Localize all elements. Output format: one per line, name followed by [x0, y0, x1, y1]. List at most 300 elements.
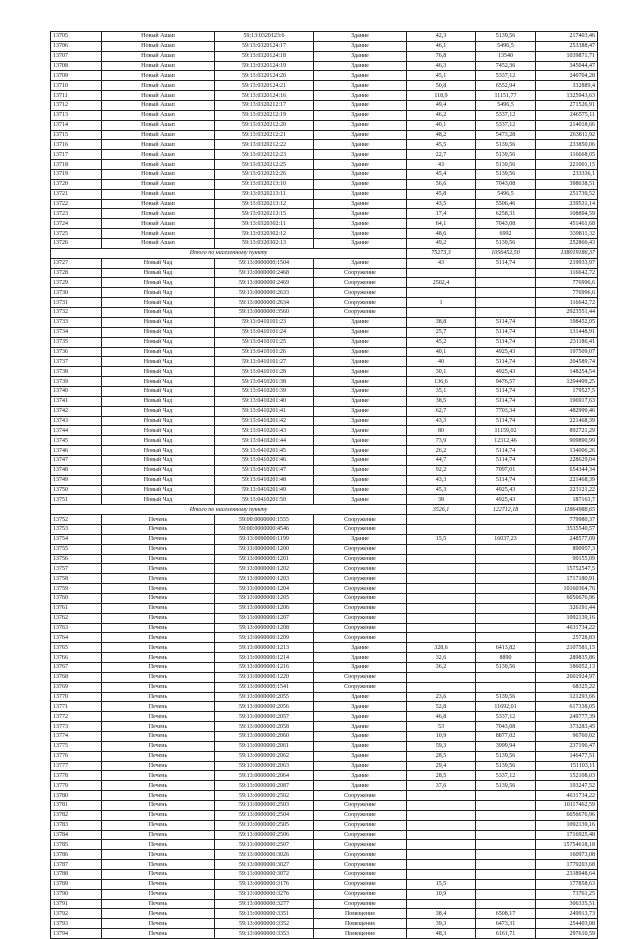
- cadastral-number: 59:13:0000000:1207: [215, 613, 314, 623]
- object-area: [407, 899, 476, 909]
- object-type: Здание: [314, 771, 407, 781]
- cadastral-value: 197509,07: [536, 347, 598, 357]
- table-row: [51, 209, 598, 219]
- cadastral-number: 59:13:0000000:1213: [215, 643, 314, 653]
- cadastral-number: 59:13:0000000:2505: [215, 820, 314, 830]
- cadastral-value: 289835,86: [536, 653, 598, 663]
- row-number: 13722: [51, 199, 102, 209]
- subtotal-area: 75273,3: [407, 248, 476, 258]
- object-type: Здание: [314, 653, 407, 663]
- table-row: [51, 603, 598, 613]
- object-type: Сооружение: [314, 308, 407, 318]
- object-area: 48,6: [407, 229, 476, 239]
- object-area: 43,3: [407, 416, 476, 426]
- settlement-name: Печень: [102, 771, 215, 781]
- object-area: 136,6: [407, 377, 476, 387]
- settlement-name: Печень: [102, 712, 215, 722]
- object-area: 10,9: [407, 889, 476, 899]
- unit-value: [476, 603, 536, 613]
- unit-value: 5496,5: [476, 101, 536, 111]
- table-row: [51, 327, 598, 337]
- settlement-name: Новый Ашап: [102, 51, 215, 61]
- unit-value: 16037,23: [476, 534, 536, 544]
- row-number: 13733: [51, 317, 102, 327]
- settlement-name: Печень: [102, 534, 215, 544]
- unit-value: 4925,43: [476, 485, 536, 495]
- object-type: Сооружение: [314, 524, 407, 534]
- settlement-name: Новый Ашап: [102, 120, 215, 130]
- settlement-name: Новый Чад: [102, 288, 215, 298]
- object-type: Здание: [314, 229, 407, 239]
- unit-value: 5139,56: [476, 239, 536, 249]
- object-area: [407, 672, 476, 682]
- unit-value: 5114,74: [476, 396, 536, 406]
- object-area: [407, 820, 476, 830]
- table-row: [51, 386, 598, 396]
- cadastral-number: 59:13:0320124:20: [215, 71, 314, 81]
- cadastral-value: 3535540,57: [536, 524, 598, 534]
- cadastral-number: 59:13:0000000:2634: [215, 298, 314, 308]
- table-row: [51, 91, 598, 101]
- settlement-name: Новый Чад: [102, 317, 215, 327]
- cadastral-value: 6056676,96: [536, 810, 598, 820]
- unit-value: [476, 889, 536, 899]
- cadastral-value: 116642,72: [536, 298, 598, 308]
- row-number: 13755: [51, 544, 102, 554]
- row-number: 13756: [51, 554, 102, 564]
- cadastral-value: 890957,3: [536, 544, 598, 554]
- object-area: 45,5: [407, 140, 476, 150]
- object-area: [407, 613, 476, 623]
- object-area: 118,9: [407, 91, 476, 101]
- settlement-name: Новый Ашап: [102, 189, 215, 199]
- object-area: 37,6: [407, 781, 476, 791]
- table-row: [51, 899, 598, 909]
- object-type: Сооружение: [314, 810, 407, 820]
- row-number: 13758: [51, 574, 102, 584]
- cadastral-number: 59:13:0410201:40: [215, 396, 314, 406]
- object-type: Сооружение: [314, 633, 407, 643]
- table-row: [51, 140, 598, 150]
- unit-value: [476, 564, 536, 574]
- cadastral-number: 59:13:0320124:21: [215, 81, 314, 91]
- unit-value: [476, 879, 536, 889]
- row-number: 13785: [51, 840, 102, 850]
- row-number: 13714: [51, 120, 102, 130]
- unit-value: [476, 870, 536, 880]
- cadastral-number: 59:13:0000000:2507: [215, 840, 314, 850]
- row-number: 13773: [51, 722, 102, 732]
- table-row: [51, 722, 598, 732]
- cadastral-number: 59:13:0000000:3176: [215, 879, 314, 889]
- settlement-name: Новый Чад: [102, 396, 215, 406]
- cadastral-value: 219933,97: [536, 258, 598, 268]
- unit-value: [476, 860, 536, 870]
- object-area: 35,1: [407, 386, 476, 396]
- table-row: [51, 308, 598, 318]
- object-type: Здание: [314, 140, 407, 150]
- object-type: Сооружение: [314, 278, 407, 288]
- object-area: 29,4: [407, 761, 476, 771]
- table-row: [51, 643, 598, 653]
- object-type: Сооружение: [314, 564, 407, 574]
- settlement-name: Печень: [102, 692, 215, 702]
- object-type: Помещение: [314, 909, 407, 919]
- settlement-name: Печень: [102, 840, 215, 850]
- row-number: 13789: [51, 879, 102, 889]
- object-area: [407, 810, 476, 820]
- row-number: 13762: [51, 613, 102, 623]
- object-area: [407, 554, 476, 564]
- cadastral-value: 4631734,22: [536, 791, 598, 801]
- cadastral-number: 59:13:0410201:45: [215, 446, 314, 456]
- object-type: Сооружение: [314, 879, 407, 889]
- cadastral-number: 59:13:0320212:21: [215, 130, 314, 140]
- cadastral-value: 15752547,5: [536, 564, 598, 574]
- unit-value: 5139,56: [476, 160, 536, 170]
- settlement-name: Печень: [102, 623, 215, 633]
- row-number: 13777: [51, 761, 102, 771]
- unit-value: [476, 613, 536, 623]
- row-number: 13772: [51, 712, 102, 722]
- settlement-name: Печень: [102, 791, 215, 801]
- table-row: [51, 653, 598, 663]
- cadastral-number: 59:13:0410101:23: [215, 317, 314, 327]
- object-type: Сооружение: [314, 889, 407, 899]
- settlement-name: Новый Чад: [102, 406, 215, 416]
- row-number: 13783: [51, 820, 102, 830]
- object-area: 10,9: [407, 732, 476, 742]
- cadastral-value: 134006,26: [536, 446, 598, 456]
- cadastral-value: 217403,46: [536, 32, 598, 42]
- table-row: [51, 663, 598, 673]
- object-type: Здание: [314, 209, 407, 219]
- object-area: 32,6: [407, 653, 476, 663]
- row-number: 13771: [51, 702, 102, 712]
- cadastral-value: 332889,4: [536, 81, 598, 91]
- table-row: [51, 909, 598, 919]
- object-area: 2502,4: [407, 278, 476, 288]
- table-row: [51, 377, 598, 387]
- unit-value: 5496,5: [476, 41, 536, 51]
- table-row: [51, 593, 598, 603]
- row-number: 13723: [51, 209, 102, 219]
- row-number: 13734: [51, 327, 102, 337]
- cadastral-number: 59:13:0000000:1205: [215, 593, 314, 603]
- table-row: [51, 179, 598, 189]
- object-type: Здание: [314, 396, 407, 406]
- settlement-name: Печень: [102, 702, 215, 712]
- unit-value: [476, 268, 536, 278]
- unit-value: [476, 515, 536, 525]
- cadastral-value: 228629,04: [536, 455, 598, 465]
- cadastral-value: 177858,63: [536, 879, 598, 889]
- cadastral-value: 151103,11: [536, 761, 598, 771]
- cadastral-value: 131448,91: [536, 327, 598, 337]
- row-number: 13731: [51, 298, 102, 308]
- cadastral-number: 59:13:0320302:13: [215, 239, 314, 249]
- unit-value: [476, 801, 536, 811]
- object-area: [407, 801, 476, 811]
- settlement-name: Новый Ашап: [102, 140, 215, 150]
- object-type: Сооружение: [314, 298, 407, 308]
- object-type: Здание: [314, 692, 407, 702]
- object-area: 25,7: [407, 327, 476, 337]
- cadastral-value: 1039871,71: [536, 51, 598, 61]
- cadastral-number: 59:13:0320302:12: [215, 229, 314, 239]
- table-row: [51, 870, 598, 880]
- unit-value: [476, 554, 536, 564]
- object-type: Здание: [314, 51, 407, 61]
- object-area: 52,8: [407, 702, 476, 712]
- table-row: [51, 633, 598, 643]
- settlement-name: Печень: [102, 919, 215, 929]
- row-number: 13717: [51, 150, 102, 160]
- unit-value: 5139,56: [476, 761, 536, 771]
- row-number: 13709: [51, 71, 102, 81]
- unit-value: 6258,31: [476, 209, 536, 219]
- unit-value: 5114,74: [476, 317, 536, 327]
- cadastral-value: 297610,59: [536, 929, 598, 939]
- cadastral-number: 59:13:0000000:1214: [215, 653, 314, 663]
- object-area: 45,4: [407, 170, 476, 180]
- cadastral-number: 59:13:0320212:25: [215, 160, 314, 170]
- cadastral-value: 68325,22: [536, 682, 598, 692]
- row-number: 13724: [51, 219, 102, 229]
- object-area: [407, 593, 476, 603]
- table-row: [51, 534, 598, 544]
- row-number: 13775: [51, 741, 102, 751]
- row-number: 13720: [51, 179, 102, 189]
- cadastral-value: 1779203,68: [536, 860, 598, 870]
- object-type: Сооружение: [314, 820, 407, 830]
- cadastral-number: 59:13:0410101:27: [215, 357, 314, 367]
- cadastral-value: 1294499,25: [536, 377, 598, 387]
- object-type: Здание: [314, 61, 407, 71]
- unit-value: 5114,74: [476, 446, 536, 456]
- cadastral-value: 2601924,97: [536, 672, 598, 682]
- settlement-name: Печень: [102, 613, 215, 623]
- settlement-name: Новый Ашап: [102, 150, 215, 160]
- cadastral-number: 59:13:0410201:48: [215, 475, 314, 485]
- settlement-name: Печень: [102, 820, 215, 830]
- object-type: Помещение: [314, 919, 407, 929]
- object-area: 15,5: [407, 879, 476, 889]
- cadastral-value: 482999,46: [536, 406, 598, 416]
- cadastral-number: 59:13:0410201:42: [215, 416, 314, 426]
- unit-value: [476, 298, 536, 308]
- cadastral-value: 198452,05: [536, 317, 598, 327]
- object-type: Здание: [314, 71, 407, 81]
- table-row: [51, 337, 598, 347]
- settlement-name: Новый Чад: [102, 455, 215, 465]
- cadastral-value: 179527,5: [536, 386, 598, 396]
- cadastral-number: 59:13:0320124:18: [215, 51, 314, 61]
- subtotal-price: 1056452,50: [476, 248, 536, 258]
- unit-value: 5337,12: [476, 120, 536, 130]
- object-area: [407, 524, 476, 534]
- object-type: Здание: [314, 41, 407, 51]
- object-area: 49,2: [407, 239, 476, 249]
- cadastral-value: 108894,59: [536, 209, 598, 219]
- object-type: Сооружение: [314, 268, 407, 278]
- object-area: [407, 840, 476, 850]
- object-area: 44,7: [407, 455, 476, 465]
- cadastral-value: 99155,09: [536, 554, 598, 564]
- object-area: 46,8: [407, 712, 476, 722]
- object-area: 38,8: [407, 317, 476, 327]
- unit-value: 4925,43: [476, 495, 536, 505]
- cadastral-value: 221468,39: [536, 416, 598, 426]
- unit-value: 5139,56: [476, 663, 536, 673]
- object-type: Здание: [314, 120, 407, 130]
- unit-value: 6552,94: [476, 81, 536, 91]
- object-type: Здание: [314, 327, 407, 337]
- settlement-name: Новый Чад: [102, 426, 215, 436]
- table-row: [51, 771, 598, 781]
- settlement-name: Печень: [102, 633, 215, 643]
- object-area: 15,5: [407, 534, 476, 544]
- object-area: 43,3: [407, 475, 476, 485]
- table-row: [51, 288, 598, 298]
- row-number: 13713: [51, 110, 102, 120]
- object-type: Сооружение: [314, 613, 407, 623]
- table-row: [51, 258, 598, 268]
- row-number: 13792: [51, 909, 102, 919]
- object-type: Сооружение: [314, 682, 407, 692]
- settlement-name: Печень: [102, 554, 215, 564]
- table-row: [51, 71, 598, 81]
- row-number: 13763: [51, 623, 102, 633]
- object-area: 46,3: [407, 61, 476, 71]
- row-number: 13786: [51, 850, 102, 860]
- cadastral-number: 59:13:0000000:1504: [215, 258, 314, 268]
- cadastral-number: 59:13:0000000:1206: [215, 603, 314, 613]
- cadastral-number: 59:13:0000000:1216: [215, 663, 314, 673]
- object-area: [407, 830, 476, 840]
- cadastral-number: 59:13:0000000:3026: [215, 850, 314, 860]
- object-type: Сооружение: [314, 603, 407, 613]
- unit-value: 12312,46: [476, 436, 536, 446]
- cadastral-value: 237196,47: [536, 741, 598, 751]
- cadastral-number: 59:13:0000000:2057: [215, 712, 314, 722]
- cadastral-value: 306335,51: [536, 899, 598, 909]
- cadastral-value: 892721,29: [536, 426, 598, 436]
- object-type: Здание: [314, 712, 407, 722]
- settlement-name: Печень: [102, 544, 215, 554]
- cadastral-value: 2107581,15: [536, 643, 598, 653]
- cadastral-number: 59:13:0000000:1209: [215, 633, 314, 643]
- object-area: 76,8: [407, 51, 476, 61]
- object-type: Здание: [314, 377, 407, 387]
- cadastral-value: 339811,32: [536, 229, 598, 239]
- row-number: 13788: [51, 870, 102, 880]
- row-number: 13744: [51, 426, 102, 436]
- table-row: [51, 761, 598, 771]
- object-type: Здание: [314, 150, 407, 160]
- object-type: Сооружение: [314, 801, 407, 811]
- table-row: [51, 584, 598, 594]
- row-number: 13739: [51, 377, 102, 387]
- unit-value: 5473,28: [476, 130, 536, 140]
- row-number: 13759: [51, 584, 102, 594]
- object-area: 26,2: [407, 446, 476, 456]
- row-number: 13730: [51, 288, 102, 298]
- object-area: [407, 860, 476, 870]
- cadastral-number: 59:13:0000000:3352: [215, 919, 314, 929]
- cadastral-number: 59:13:0000000:2064: [215, 771, 314, 781]
- cadastral-number: 59:13:0410101:25: [215, 337, 314, 347]
- unit-value: 11159,02: [476, 426, 536, 436]
- table-row: [51, 357, 598, 367]
- object-type: Здание: [314, 337, 407, 347]
- object-area: 64,1: [407, 219, 476, 229]
- unit-value: 5139,56: [476, 140, 536, 150]
- cadastral-number: 59:13:0000000:2504: [215, 810, 314, 820]
- table-row: [51, 189, 598, 199]
- subtotal-row: [51, 248, 598, 258]
- settlement-name: Новый Чад: [102, 327, 215, 337]
- unit-value: 11692,01: [476, 702, 536, 712]
- subtotal-area: 3526,1: [407, 505, 476, 515]
- unit-value: 5114,74: [476, 258, 536, 268]
- table-row: [51, 741, 598, 751]
- object-area: 46,2: [407, 110, 476, 120]
- cadastral-number: 59:13:0000000:1220: [215, 672, 314, 682]
- cadastral-number: 59:13:0000000:3351: [215, 909, 314, 919]
- object-type: Здание: [314, 170, 407, 180]
- row-number: 13705: [51, 32, 102, 42]
- object-type: Здание: [314, 455, 407, 465]
- settlement-name: Новый Чад: [102, 357, 215, 367]
- unit-value: 7452,36: [476, 61, 536, 71]
- settlement-name: Новый Чад: [102, 465, 215, 475]
- cadastral-number: 59:13:0000000:3277: [215, 899, 314, 909]
- settlement-name: Печень: [102, 870, 215, 880]
- table-row: [51, 929, 598, 939]
- cadastral-value: 345044,47: [536, 61, 598, 71]
- row-number: 13728: [51, 268, 102, 278]
- cadastral-value: 4631734,22: [536, 623, 598, 633]
- cadastral-number: 59:13:0000000:1200: [215, 544, 314, 554]
- cadastral-value: 398638,51: [536, 179, 598, 189]
- row-number: 13776: [51, 751, 102, 761]
- cadastral-value: 776996,6: [536, 278, 598, 288]
- object-type: Здание: [314, 32, 407, 42]
- object-type: Здание: [314, 722, 407, 732]
- cadastral-number: 59:13:0410201:46: [215, 455, 314, 465]
- object-area: [407, 870, 476, 880]
- object-area: [407, 268, 476, 278]
- settlement-name: Новый Ашап: [102, 199, 215, 209]
- cadastral-value: 6056676,96: [536, 593, 598, 603]
- settlement-name: Новый Чад: [102, 337, 215, 347]
- unit-value: 5114,74: [476, 455, 536, 465]
- settlement-name: Новый Ашап: [102, 61, 215, 71]
- settlement-name: Печень: [102, 801, 215, 811]
- cadastral-value: 116668,05: [536, 150, 598, 160]
- table-row: [51, 61, 598, 71]
- cadastral-value: 221468,39: [536, 475, 598, 485]
- table-body: [51, 32, 598, 939]
- unit-value: [476, 574, 536, 584]
- cadastral-value: 1092139,16: [536, 820, 598, 830]
- object-area: [407, 623, 476, 633]
- table-row: [51, 751, 598, 761]
- cadastral-value: 263811,92: [536, 130, 598, 140]
- registry-sheet: [50, 31, 597, 939]
- object-type: Здание: [314, 110, 407, 120]
